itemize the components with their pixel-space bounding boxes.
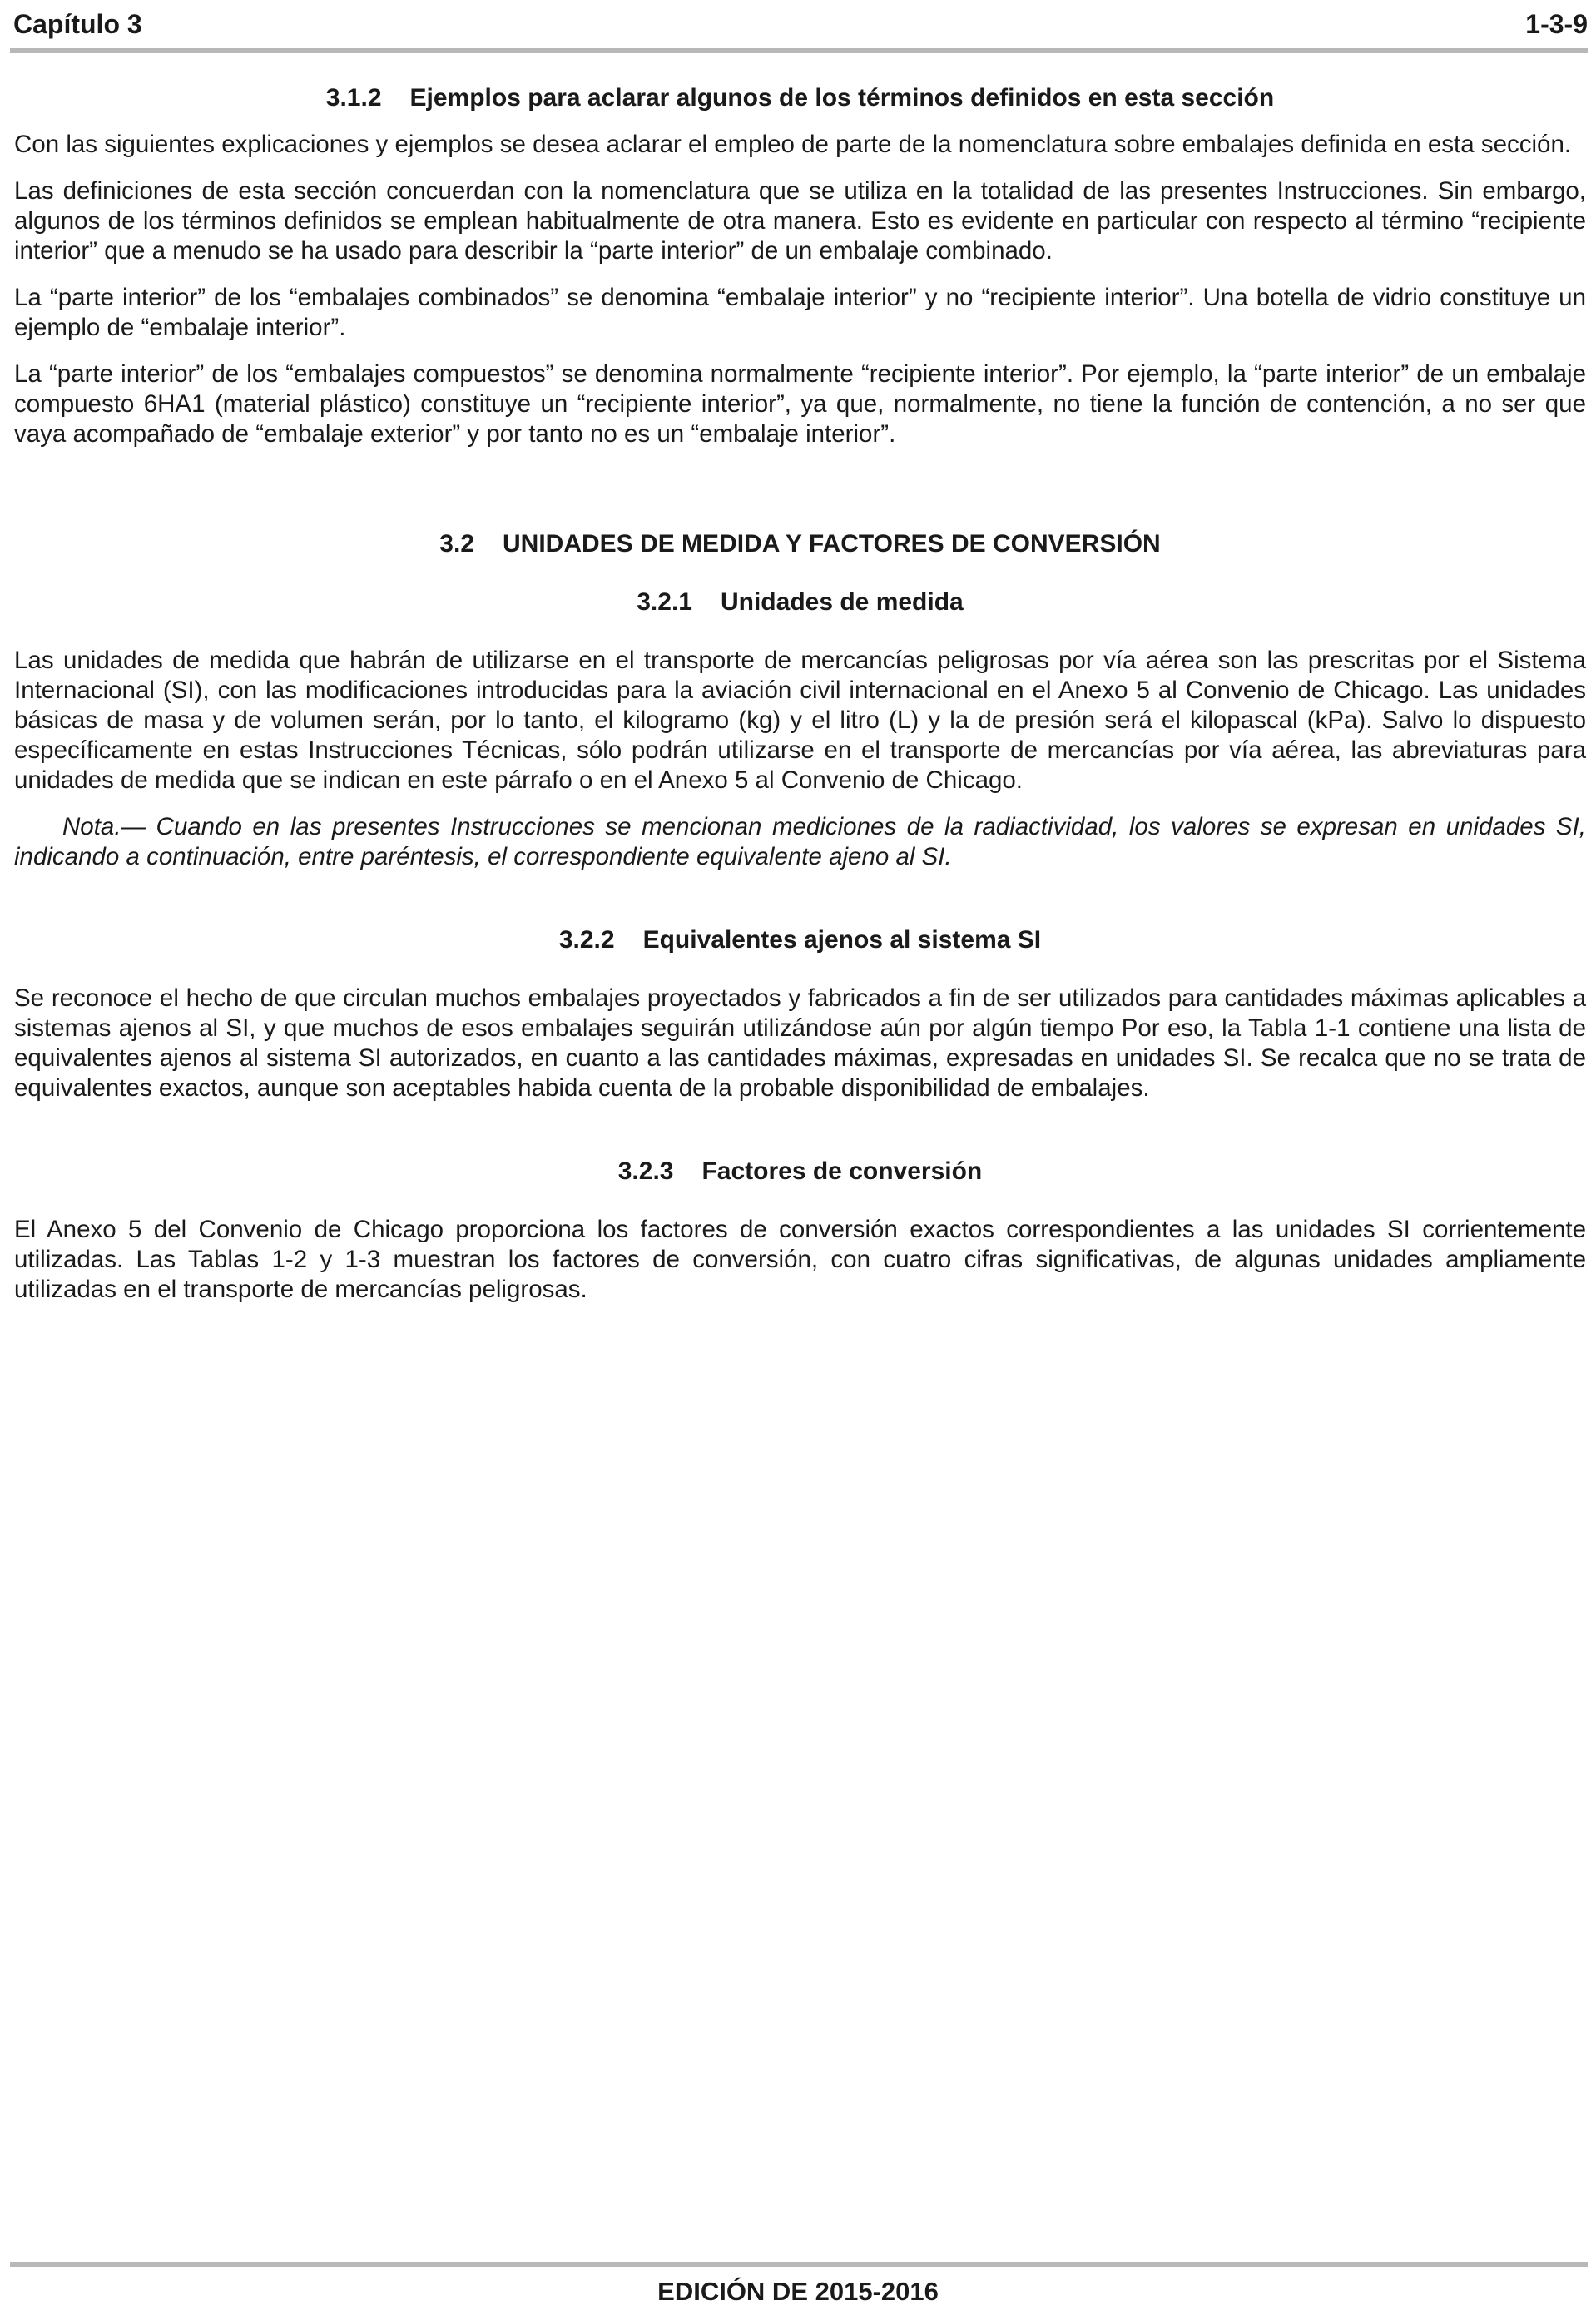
section-title: Equivalentes ajenos al sistema SI [642, 926, 1042, 954]
paragraph: La “parte interior” de los “embalajes compuestos” se denomina normalmente “recipiente interior”. Por ejemplo, la “parte interior” de un embalaje compuesto 6HA1 (material plástico) constituye un “recipiente interior”, ya que, normalmente, no tiene la función de contención, a no ser que vaya acompañado de “embalaje exterior” y por tanto no es un “embalaje interior”. [14, 360, 1586, 448]
section-title: Unidades de medida [720, 588, 964, 616]
paragraph: Se reconoce el hecho de que circulan muchos embalajes proyectados y fabricados a fin de ser utilizados para cantidades máximas aplicables a sistemas ajenos al SI, y que muchos de esos embalajes seguirán utilizándose aún por algún tiempo Por eso, la Tabla 1-1 contiene una lista de equivalentes ajenos al sistema SI autorizados, en cuanto a las cantidades máximas, expresadas en unidades SI. Se recalca que no se trata de equivalentes exactos, aunque son aceptables habida cuenta de la probable disponibilidad de embalajes. [14, 984, 1586, 1102]
paragraph: Las definiciones de esta sección concuerdan con la nomenclatura que se utiliza en la totalidad de las presentes Instrucciones. Sin embargo, algunos de los términos definidos se emplean habitualmente de otra manera. Esto es evidente en particular con respecto al término “recipiente interior” que a menudo se ha usado para describir la “parte interior” de un embalaje combinado. [14, 177, 1586, 265]
paragraph: Las unidades de medida que habrán de utilizarse en el transporte de mercancías peligrosas por vía aérea son las prescritas por el Sistema Internacional (SI), con las modificaciones introducidas para la aviación civil internacional en el Anexo 5 al Convenio de Chicago. Las unidades básicas de masa y de volumen serán, por lo tanto, el kilogramo (kg) y el litro (L) y la de presión será el kilopascal (kPa). Salvo lo dispuesto específicamente en estas Instrucciones Técnicas, sólo podrán utilizarse en el transporte de mercancías por vía aérea, las abreviaturas para unidades de medida que se indican en este párrafo o en el Anexo 5 al Convenio de Chicago. [14, 647, 1586, 794]
edition-footer: EDICIÓN DE 2015-2016 [657, 2277, 939, 2306]
section-title: Ejemplos para aclarar algunos de los términos definidos en esta sección [409, 84, 1275, 112]
section-title: Factores de conversión [701, 1157, 983, 1185]
paragraph: La “parte interior” de los “embalajes combinados” se denomina “embalaje interior” y no “recipiente interior”. Una botella de vidrio constituye un ejemplo de “embalaje interior”. [14, 284, 1586, 341]
page-number: 1-3-9 [1525, 8, 1588, 39]
chapter-label: Capítulo 3 [13, 8, 142, 39]
footer-rule [10, 2262, 1588, 2267]
section-number: 3.1.2 [325, 84, 382, 112]
section-title: UNIDADES DE MEDIDA Y FACTORES DE CONVERSIÓN [503, 530, 1161, 558]
section-heading-3-1-2 [14, 83, 1586, 113]
section-heading-3-2-3 [14, 1157, 1586, 1187]
section-heading-3-2-2 [14, 925, 1586, 955]
section-heading-3-2 [14, 529, 1586, 559]
paragraph: El Anexo 5 del Convenio de Chicago proporciona los factores de conversión exactos correspondientes a las unidades SI corrientemente utilizadas. Las Tablas 1-2 y 1-3 muestran los factores de conversión, con cuatro cifras significativas, de algunas unidades ampliamente utilizadas en el transporte de mercancías peligrosas. [14, 1216, 1586, 1303]
section-number: 3.2.1 [637, 588, 692, 616]
section-number: 3.2.3 [617, 1157, 674, 1185]
note: Nota.— Cuando en las presentes Instrucciones se mencionan mediciones de la radiactividad, los valores se expresan en unidades SI, indicando a continuación, entre paréntesis, el correspondiente equivalente ajeno al SI. [14, 813, 1586, 870]
page-content [14, 83, 1586, 1305]
paragraph: Con las siguientes explicaciones y ejemplos se desea aclarar el empleo de parte de la nomenclatura sobre embalajes definida en esta sección. [14, 131, 1572, 158]
section-number: 3.2 [439, 530, 475, 558]
header-rule [10, 48, 1588, 53]
section-heading-3-2-1 [14, 587, 1586, 617]
page-header [13, 3, 1588, 45]
section-number: 3.2.2 [558, 926, 615, 954]
